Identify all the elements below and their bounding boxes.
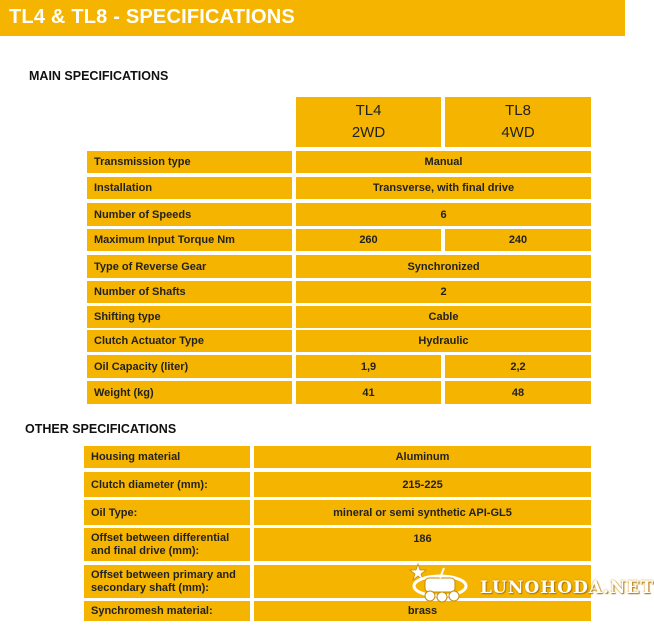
row-label-weight: Weight (kg) [87, 381, 292, 404]
row-label-offset-shafts: Offset between primary and secondary shaft (mm): [84, 565, 250, 598]
other-specs-heading: OTHER SPECIFICATIONS [25, 422, 177, 436]
row-value-clutch-diameter: 215-225 [254, 472, 591, 497]
row-value-weight-tl8: 48 [445, 381, 591, 404]
row-value-number-of-shafts: 2 [296, 281, 591, 303]
row-label-synchromesh: Synchromesh material: [84, 601, 250, 621]
row-value-oil-type: mineral or semi synthetic API-GL5 [254, 500, 591, 525]
row-label-number-of-shafts: Number of Shafts [87, 281, 292, 303]
page-title: TL4 & TL8 - SPECIFICATIONS [9, 6, 295, 28]
watermark-text: LUNOHODA.NET [480, 578, 654, 598]
row-value-installation: Transverse, with final drive [296, 177, 591, 199]
row-value-oil-capacity-tl4: 1,9 [296, 355, 441, 378]
row-label-number-of-speeds: Number of Speeds [87, 203, 292, 226]
row-label-oil-type: Oil Type: [84, 500, 250, 525]
row-label-oil-capacity: Oil Capacity (liter) [87, 355, 292, 378]
row-value-weight-tl4: 41 [296, 381, 441, 404]
row-label-housing-material: Housing material [84, 446, 250, 468]
row-value-synchromesh: brass [254, 601, 591, 621]
row-label-installation: Installation [87, 177, 292, 199]
row-label-clutch-actuator: Clutch Actuator Type [87, 330, 292, 352]
row-value-oil-capacity-tl8: 2,2 [445, 355, 591, 378]
row-label-transmission-type: Transmission type [87, 151, 292, 173]
title-banner [0, 0, 625, 36]
row-value-max-input-torque-tl8: 240 [445, 229, 591, 251]
column-drive-tl8: 4WD [501, 124, 535, 141]
main-specs-heading: MAIN SPECIFICATIONS [29, 69, 169, 83]
column-model-tl8: TL8 [505, 102, 531, 119]
column-header-tl8 [445, 97, 591, 147]
row-value-reverse-gear: Synchronized [296, 255, 591, 278]
row-value-offset-differential: 186 [254, 528, 591, 561]
row-value-transmission-type: Manual [296, 151, 591, 173]
column-header-tl4 [296, 97, 441, 147]
row-value-housing-material: Aluminum [254, 446, 591, 468]
row-label-offset-differential: Offset between differential and final drive (mm): [84, 528, 250, 561]
watermark [400, 560, 654, 610]
row-label-shifting-type: Shifting type [87, 306, 292, 328]
planetary-rover-logo-icon [400, 560, 475, 610]
row-label-max-input-torque: Maximum Input Torque Nm [87, 229, 292, 251]
row-value-number-of-speeds: 6 [296, 203, 591, 226]
column-model-tl4: TL4 [355, 102, 382, 119]
row-label-reverse-gear: Type of Reverse Gear [87, 255, 292, 278]
row-label-clutch-diameter: Clutch diameter (mm): [84, 472, 250, 497]
row-value-shifting-type: Cable [296, 306, 591, 328]
row-value-max-input-torque-tl4: 260 [296, 229, 441, 251]
row-value-clutch-actuator: Hydraulic [296, 330, 591, 352]
column-drive-tl4: 2WD [351, 124, 386, 141]
